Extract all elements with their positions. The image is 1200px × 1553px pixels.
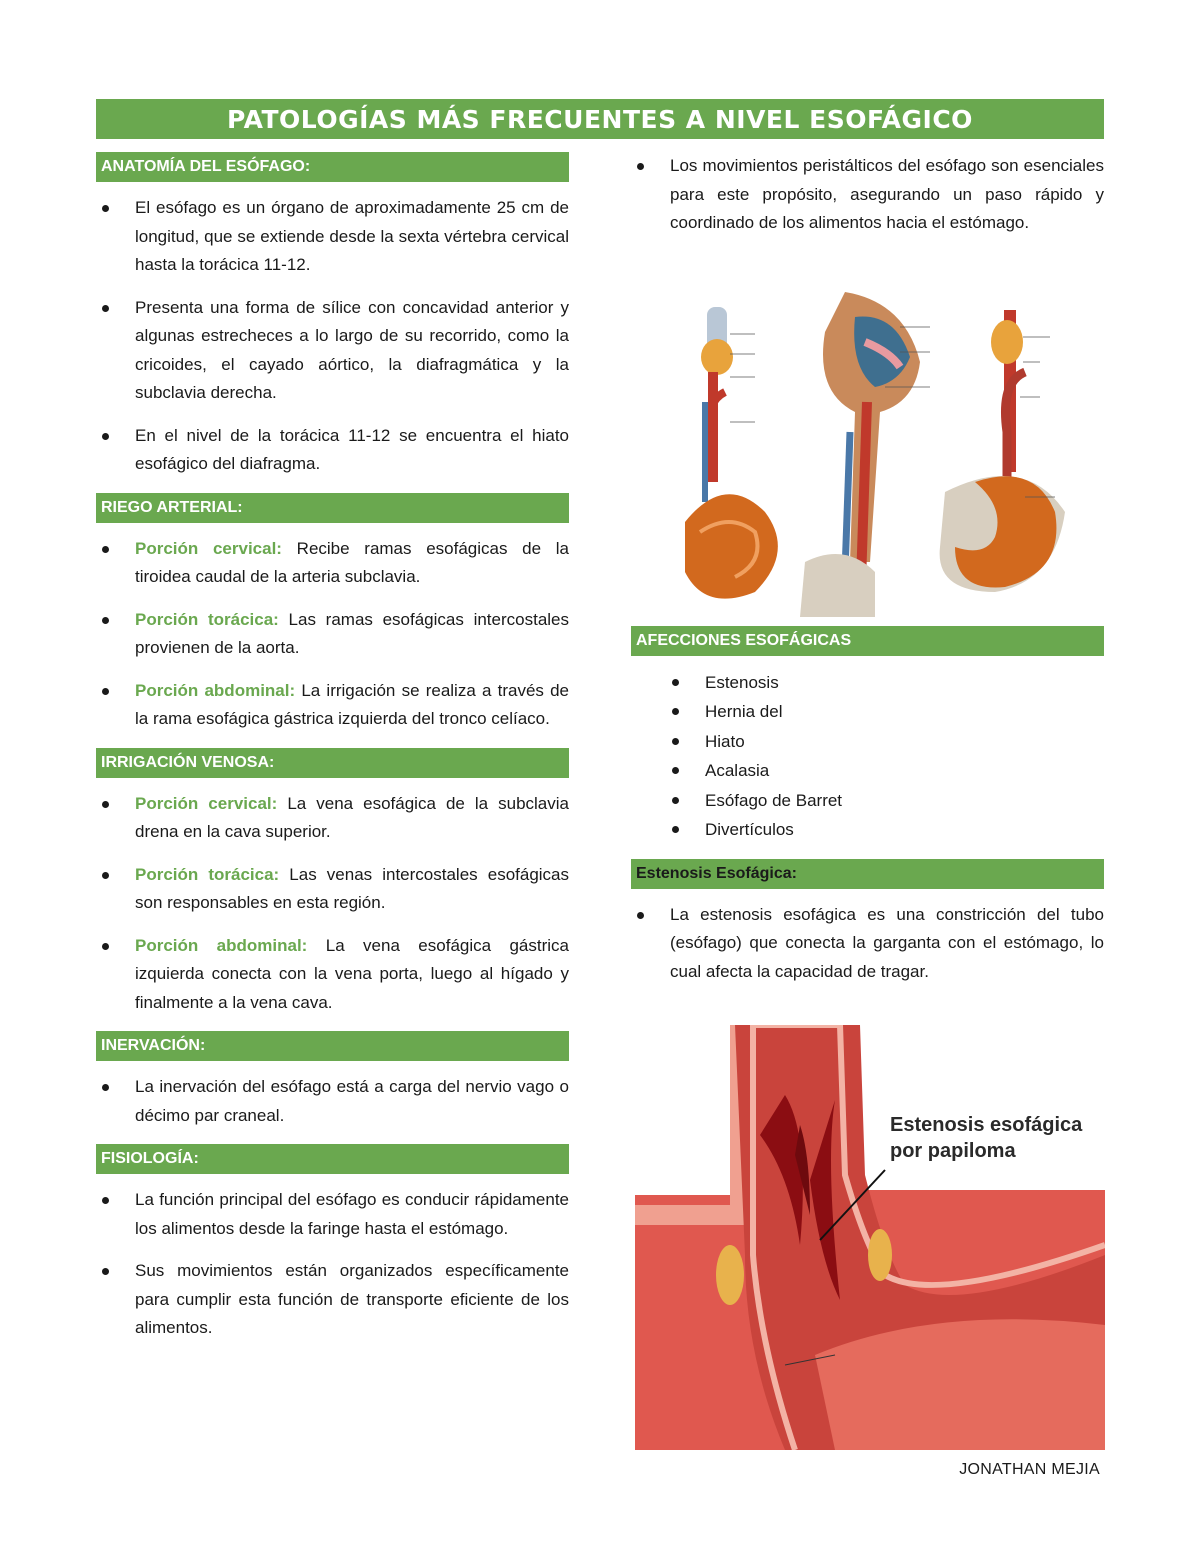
item-lead: Porción cervical: xyxy=(135,793,278,813)
stenosis-label-line1: Estenosis esofágica xyxy=(890,1114,1083,1136)
list-item: La función principal del esófago es conducir rápidamente los alimentos desde la faringe hasta el estómago. xyxy=(96,1186,569,1243)
item-lead: Porción cervical: xyxy=(135,538,282,558)
item-text: Las venas intercostales esofágicas son responsables en esta región. xyxy=(135,864,570,912)
page-title: PATOLOGÍAS MÁS FRECUENTES A NIVEL ESOFÁGICO xyxy=(96,99,1104,139)
list-item: Presenta una forma de sílice con concavidad anterior y algunas estrecheces a lo largo de su recorrido, como la cricoides, el cayado aórtico, la diafragmática y la subclavia derecha. xyxy=(96,294,569,408)
section-header-estenosis: Estenosis Esofágica: xyxy=(631,859,1104,889)
riego-list xyxy=(96,535,569,734)
item-text: Recibe ramas esofágicas de la tiroidea caudal de la arteria subclavia. xyxy=(135,538,569,586)
list-item: Hiato xyxy=(631,727,1104,757)
section-header-afecciones: AFECCIONES ESOFÁGICAS xyxy=(631,626,1104,656)
stenosis-label-line2: por papiloma xyxy=(890,1140,1016,1162)
item-lead: Porción abdominal: xyxy=(135,935,308,955)
list-item: En el nivel de la torácica 11-12 se encuentra el hiato esofágico del diafragma. xyxy=(96,422,569,479)
item-lead: Porción abdominal: xyxy=(135,680,296,700)
section-header-venosa: IRRIGACIÓN VENOSA: xyxy=(96,748,569,778)
list-item xyxy=(96,535,569,592)
section-header-fisiologia: FISIOLOGÍA: xyxy=(96,1144,569,1174)
list-item xyxy=(96,790,569,847)
fisiologia-list xyxy=(96,1186,569,1343)
list-item: Los movimientos peristálticos del esófago son esenciales para este propósito, asegurando un paso rápido y coordinado de los alimentos hacia el estómago. xyxy=(631,152,1104,238)
inervacion-list xyxy=(96,1073,569,1130)
esophagus-anatomy-figure xyxy=(645,282,1085,617)
list-item: Hernia del xyxy=(631,697,1104,727)
item-lead: Porción torácica: xyxy=(135,864,280,884)
list-item: Sus movimientos están organizados específicamente para cumplir esta función de transporte eficiente de los alimentos. xyxy=(96,1257,569,1343)
item-text: La irrigación se realiza a través de la rama esofágica gástrica izquierda del tronco celíaco. xyxy=(135,680,569,728)
section-header-inervacion: INERVACIÓN: xyxy=(96,1031,569,1061)
list-item xyxy=(96,677,569,734)
author-footer: JONATHAN MEJIA xyxy=(959,1461,1100,1478)
left-column xyxy=(96,152,569,1357)
list-item: Acalasia xyxy=(631,756,1104,786)
peristalsis-list xyxy=(631,152,1104,238)
estenosis-list xyxy=(631,901,1104,987)
list-item: Estenosis xyxy=(631,668,1104,698)
list-item: El esófago es un órgano de aproximadamente 25 cm de longitud, que se extiende desde la sexta vértebra cervical hasta la torácica 11-12. xyxy=(96,194,569,280)
item-lead: Porción torácica: xyxy=(135,609,279,629)
anatomia-list xyxy=(96,194,569,479)
item-text: Las ramas esofágicas intercostales provienen de la aorta. xyxy=(135,609,569,657)
list-item: La inervación del esófago está a carga del nervio vago o décimo par craneal. xyxy=(96,1073,569,1130)
stenosis-figure xyxy=(635,1025,1105,1450)
list-item xyxy=(96,861,569,918)
item-text: La vena esofágica gástrica izquierda conecta con la vena porta, luego al hígado y finalmente a la vena cava. xyxy=(135,935,569,1012)
list-item xyxy=(96,606,569,663)
item-text: La vena esofágica de la subclavia drena en la cava superior. xyxy=(135,793,569,841)
list-item: Divertículos xyxy=(631,815,1104,845)
list-item xyxy=(96,932,569,1018)
venosa-list xyxy=(96,790,569,1018)
section-header-anatomia: ANATOMÍA DEL ESÓFAGO: xyxy=(96,152,569,182)
list-item: La estenosis esofágica es una constricción del tubo (esófago) que conecta la garganta con el estómago, lo cual afecta la capacidad de tragar. xyxy=(631,901,1104,987)
section-header-riego: RIEGO ARTERIAL: xyxy=(96,493,569,523)
list-item: Esófago de Barret xyxy=(631,786,1104,816)
afecciones-list xyxy=(631,668,1104,845)
